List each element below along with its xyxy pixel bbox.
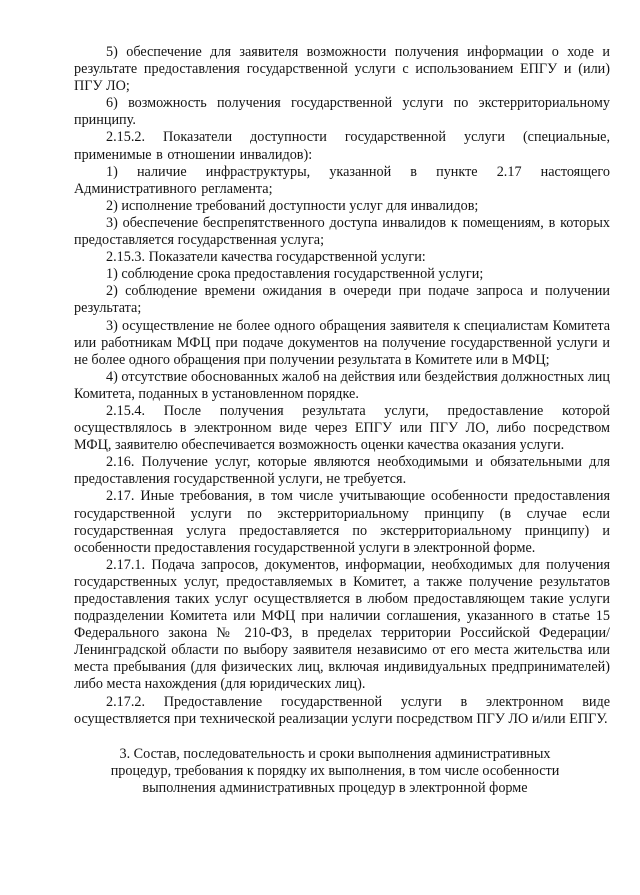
paragraph-single-appeal: 3) осуществление не более одного обращения заявителя к специалистам Комитета или работникам МФЦ при подаче документов на получение государственной услуги и не более одного обращения при получении результата в Комитете или в МФЦ;	[74, 317, 610, 368]
paragraph-infrastructure: 1) наличие инфраструктуры, указанной в пункте 2.17 настоящего Административного регламента;	[74, 163, 610, 197]
paragraph-2-15-2: 2.15.2. Показатели доступности государственной услуги (специальные, применимые в отношении инвалидов):	[74, 129, 610, 163]
paragraph-2-15-3: 2.15.3. Показатели качества государственной услуги:	[106, 249, 426, 266]
paragraph-6-extraterritorial: 6) возможность получения государственной услуги по экстерриториальному принципу.	[74, 95, 610, 129]
paragraph-deadline-compliance: 1) соблюдение срока предоставления государственной услуги;	[106, 266, 484, 283]
paragraph-waiting-time: 2) соблюдение времени ожидания в очереди при подаче запроса и получении результата;	[74, 283, 610, 317]
heading-line-3: выполнения административных процедур в электронной форме	[142, 779, 528, 796]
paragraph-accessibility-requirements: 2) исполнение требований доступности услуг для инвалидов;	[106, 197, 479, 214]
paragraph-barrier-free-access: 3) обеспечение беспрепятственного доступа инвалидов к помещениям, в которых предоставляется государственная услуга;	[74, 214, 610, 249]
paragraph-2-15-4: 2.15.4. После получения результата услуги, предоставление которой осуществлялось в электронном виде через ЕПГУ или ПГУ ЛО, либо посредством МФЦ, заявителю обеспечивается возможность оценки качества оказания услуги.	[74, 402, 610, 454]
paragraph-2-16: 2.16. Получение услуг, которые являются необходимыми и обязательными для предоставления государственной услуги, не требуется.	[74, 454, 610, 488]
paragraph-5-info-access: 5) обеспечение для заявителя возможности получения информации о ходе и результате предоставления государственной услуги с использованием ЕПГУ и (или) ПГУ ЛО;	[74, 44, 610, 95]
paragraph-2-17: 2.17. Иные требования, в том числе учитывающие особенности предоставления государственной услуги по экстерриториальному принципу (в случае если государственная услуга предоставляется по экстерриториальному принципу) и особенности предоставления государственной услуги в электронной форме.	[74, 488, 610, 556]
paragraph-2-17-2: 2.17.2. Предоставление государственной услуги в электронном виде осуществляется при технической реализации услуги посредством ПГУ ЛО и/или ЕПГУ.	[74, 693, 610, 727]
paragraph-no-complaints: 4) отсутствие обоснованных жалоб на действия или бездействия должностных лиц Комитета, поданных в установленном порядке.	[74, 368, 610, 402]
heading-line-1: 3. Состав, последовательность и сроки выполнения административных	[119, 745, 551, 762]
heading-line-2: процедур, требования к порядку их выполнения, в том числе особенности	[110, 762, 560, 779]
paragraph-2-17-1: 2.17.1. Подача запросов, документов, информации, необходимых для получения государственных услуг, предоставляемых в Комитет, а также получение результатов предоставления таких услуг осуществляется в любом предоставляющем такие услуги подразделении Комитета или МФЦ при наличии соглашения, указанного в статье 15 Федерального закона № 210-ФЗ, в пределах территории Российской Федерации/Ленинградской области по выбору заявителя независимо от его места жительства или места пребывания (для физических лиц, включая индивидуальных предпринимателей) либо места нахождения (для юридических лиц).	[74, 556, 610, 693]
section-3-heading	[74, 746, 610, 797]
